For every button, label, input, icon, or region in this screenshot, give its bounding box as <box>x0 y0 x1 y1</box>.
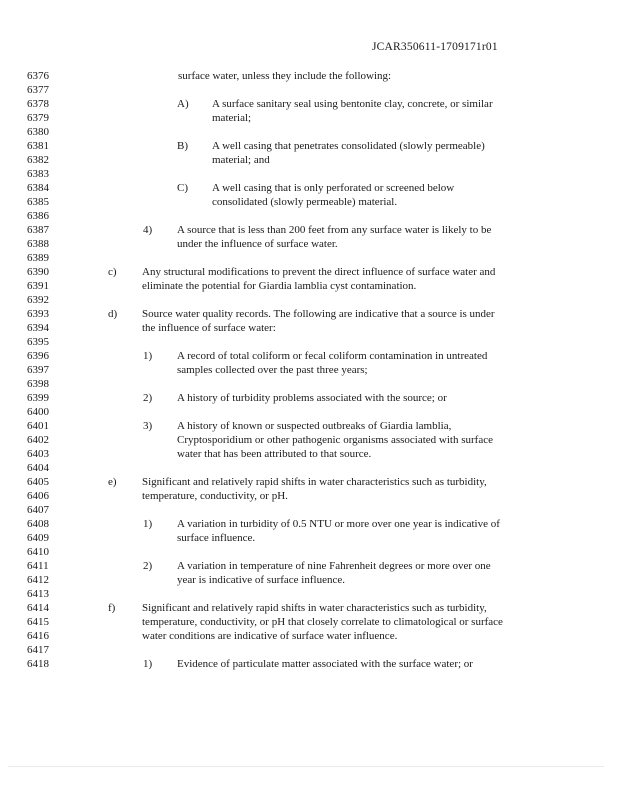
item-B-line: material; and <box>212 154 270 166</box>
line-number: 6378 <box>27 98 49 110</box>
item-d2-line: A history of turbidity problems associated with the source; or <box>177 392 447 404</box>
page-bottom-divider <box>8 766 604 767</box>
line-number: 6406 <box>27 490 49 502</box>
line-number: 6389 <box>27 252 49 264</box>
line-number: 6392 <box>27 294 49 306</box>
item-f1-marker: 1) <box>143 658 153 670</box>
line-number: 6380 <box>27 126 49 138</box>
line-number: 6391 <box>27 280 49 292</box>
line-number: 6417 <box>27 644 49 656</box>
item-A-marker: A) <box>177 98 189 110</box>
item-A-line: material; <box>212 112 252 124</box>
line-number: 6415 <box>27 616 49 628</box>
item-4-line: under the influence of surface water. <box>177 238 338 250</box>
item-e-marker: e) <box>108 476 117 488</box>
line-number: 6411 <box>27 560 49 572</box>
line-number: 6388 <box>27 238 49 250</box>
item-f-line: Significant and relatively rapid shifts in water characteristics such as turbidity, <box>142 602 487 614</box>
line-number: 6413 <box>27 588 49 600</box>
line-number: 6385 <box>27 196 49 208</box>
item-c-line: Any structural modifications to prevent the direct influence of surface water and <box>142 266 496 278</box>
item-C-marker: C) <box>177 182 188 194</box>
item-4-line: A source that is less than 200 feet from any surface water is likely to be <box>177 224 492 236</box>
line-number: 6393 <box>27 308 49 320</box>
item-f1-line: Evidence of particulate matter associated with the surface water; or <box>177 658 473 670</box>
item-c-line: eliminate the potential for Giardia lamblia cyst contamination. <box>142 280 417 292</box>
item-e2-marker: 2) <box>143 560 153 572</box>
item-e2-line: year is indicative of surface influence. <box>177 574 345 586</box>
item-e1-line: surface influence. <box>177 532 256 544</box>
line-number: 6403 <box>27 448 49 460</box>
item-e-line: temperature, conductivity, or pH. <box>142 490 288 502</box>
line-number: 6396 <box>27 350 49 362</box>
item-f-line: temperature, conductivity, or pH that closely correlate to climatological or surface <box>142 616 503 628</box>
line-number: 6416 <box>27 630 49 642</box>
item-d2-marker: 2) <box>143 392 153 404</box>
line-number: 6404 <box>27 462 49 474</box>
line-number: 6399 <box>27 392 49 404</box>
item-e-line: Significant and relatively rapid shifts in water characteristics such as turbidity, <box>142 476 487 488</box>
line-number: 6414 <box>27 602 49 614</box>
line-number: 6387 <box>27 224 49 236</box>
line-number: 6401 <box>27 420 49 432</box>
line-number: 6381 <box>27 140 49 152</box>
item-e1-marker: 1) <box>143 518 153 530</box>
item-d1-line: samples collected over the past three years; <box>177 364 368 376</box>
line-number: 6410 <box>27 546 49 558</box>
line-number: 6400 <box>27 406 49 418</box>
document-id-header: JCAR350611-1709171r01 <box>372 41 498 53</box>
item-d-line: Source water quality records. The following are indicative that a source is under <box>142 308 495 320</box>
line-number: 6402 <box>27 434 49 446</box>
item-d1-line: A record of total coliform or fecal coliform contamination in untreated <box>177 350 488 362</box>
line-number: 6395 <box>27 336 49 348</box>
item-4-marker: 4) <box>143 224 153 236</box>
line-number: 6390 <box>27 266 49 278</box>
line-number: 6386 <box>27 210 49 222</box>
item-d-line: the influence of surface water: <box>142 322 276 334</box>
item-A-line: A surface sanitary seal using bentonite clay, concrete, or similar <box>212 98 493 110</box>
item-e1-line: A variation in turbidity of 0.5 NTU or more over one year is indicative of <box>177 518 500 530</box>
item-d3-line: A history of known or suspected outbreaks of Giardia lamblia, <box>177 420 452 432</box>
line-number: 6382 <box>27 154 49 166</box>
line-number: 6412 <box>27 574 49 586</box>
item-C-line: consolidated (slowly permeable) material. <box>212 196 398 208</box>
intro-text: surface water, unless they include the following: <box>178 70 392 82</box>
item-c-marker: c) <box>108 266 117 278</box>
item-d3-line: Cryptosporidium or other pathogenic organisms associated with surface <box>177 434 493 446</box>
line-number: 6409 <box>27 532 49 544</box>
line-number: 6418 <box>27 658 49 670</box>
item-C-line: A well casing that is only perforated or screened below <box>212 182 455 194</box>
line-number: 6379 <box>27 112 49 124</box>
line-number: 6377 <box>27 84 49 96</box>
line-number: 6397 <box>27 364 49 376</box>
item-B-marker: B) <box>177 140 188 152</box>
item-d3-marker: 3) <box>143 420 153 432</box>
item-d1-marker: 1) <box>143 350 153 362</box>
line-number: 6408 <box>27 518 49 530</box>
line-number: 6384 <box>27 182 49 194</box>
item-B-line: A well casing that penetrates consolidated (slowly permeable) <box>212 140 485 152</box>
item-e2-line: A variation in temperature of nine Fahrenheit degrees or more over one <box>177 560 491 572</box>
line-number: 6398 <box>27 378 49 390</box>
item-d3-line: water that has been attributed to that source. <box>177 448 372 460</box>
item-d-marker: d) <box>108 308 118 320</box>
line-number: 6383 <box>27 168 49 180</box>
line-number: 6407 <box>27 504 49 516</box>
line-number: 6405 <box>27 476 49 488</box>
item-f-line: water conditions are indicative of surface water influence. <box>142 630 398 642</box>
line-number: 6394 <box>27 322 49 334</box>
item-f-marker: f) <box>108 602 116 614</box>
line-number: 6376 <box>27 70 49 82</box>
